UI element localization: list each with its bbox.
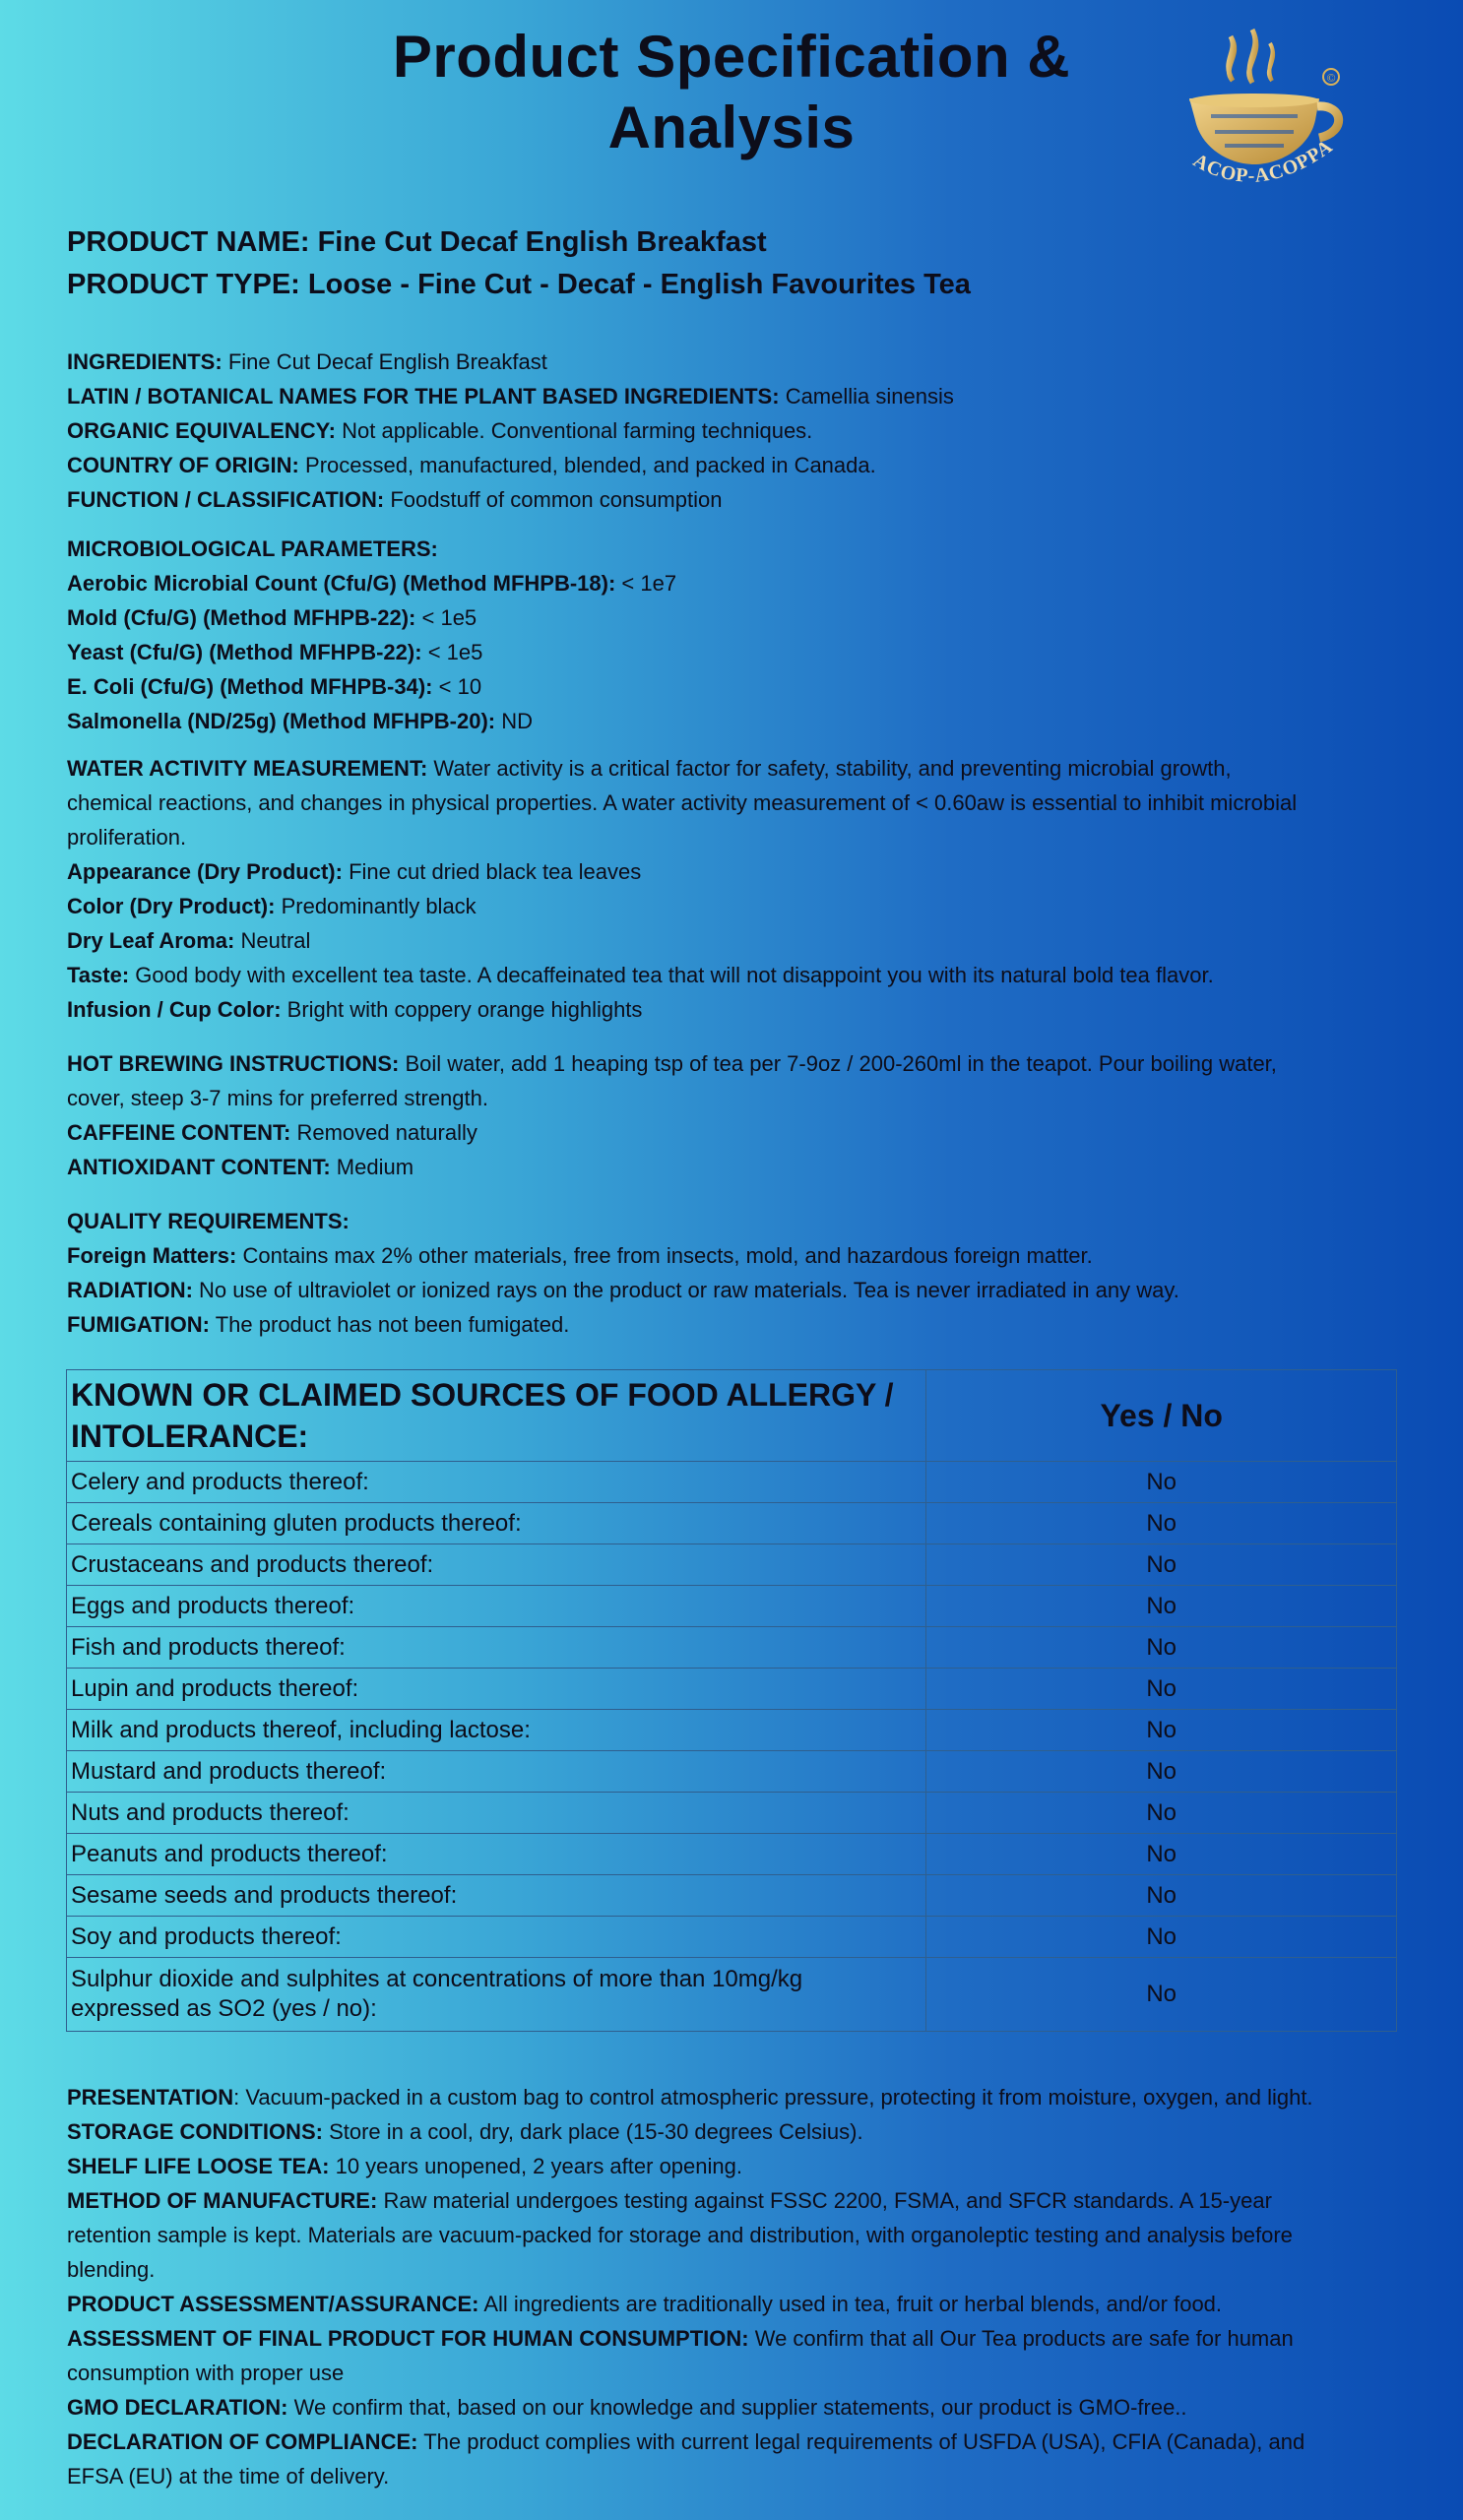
infusion-row: Infusion / Cup Color: Bright with coppery orange highlights <box>67 997 643 1022</box>
final-assessment-cont: consumption with proper use <box>67 2361 345 2385</box>
product-name: PRODUCT NAME: Fine Cut Decaf English Breakfast <box>67 226 767 258</box>
fumigation-row: FUMIGATION: The product has not been fumigated. <box>67 1312 570 1337</box>
micro-heading: MICROBIOLOGICAL PARAMETERS: <box>67 536 438 561</box>
water-activity-cont: proliferation. <box>67 825 187 850</box>
radiation-row: RADIATION: No use of ultraviolet or ionized rays on the product or raw materials. Tea is never irradiated in any way. <box>67 1278 1179 1302</box>
product-heading <box>67 221 1398 306</box>
table-row: Nuts and products thereof: No <box>67 1793 1397 1834</box>
color-row: Color (Dry Product): Predominantly black <box>67 894 477 918</box>
storage-row: STORAGE CONDITIONS: Store in a cool, dry, dark place (15-30 degrees Celsius). <box>67 2119 863 2144</box>
page-title-line2: Analysis <box>607 94 856 160</box>
caffeine-row: CAFFEINE CONTENT: Removed naturally <box>67 1120 477 1145</box>
brewing-row: HOT BREWING INSTRUCTIONS: Boil water, add 1 heaping tsp of tea per 7-9oz / 200-260ml in the teapot. Pour boiling water, <box>67 1051 1277 1076</box>
micro-row: Aerobic Microbial Count (Cfu/G) (Method MFHPB-18): < 1e7 <box>67 571 677 596</box>
gmo-row: GMO DECLARATION: We confirm that, based on our knowledge and supplier statements, our product is GMO-free.. <box>67 2395 1187 2420</box>
micro-row: Mold (Cfu/G) (Method MFHPB-22): < 1e5 <box>67 605 477 630</box>
presentation-row: PRESENTATION: Vacuum-packed in a custom bag to control atmospheric pressure, protecting it from moisture, oxygen, and light. <box>67 2085 1313 2110</box>
taste-row: Taste: Good body with excellent tea taste. A decaffeinated tea that will not disappoint you with its natural bold tea flavor. <box>67 963 1214 987</box>
ingredients-row: INGREDIENTS: Fine Cut Decaf English Breakfast <box>67 349 547 374</box>
table-row: Celery and products thereof: No <box>67 1462 1397 1503</box>
botanical-names-row: LATIN / BOTANICAL NAMES FOR THE PLANT BASED INGREDIENTS: Camellia sinensis <box>67 384 954 409</box>
table-row: Cereals containing gluten products thereof: No <box>67 1503 1397 1544</box>
allergy-header-yes-no: Yes / No <box>926 1370 1397 1462</box>
table-row: Lupin and products thereof: No <box>67 1669 1397 1710</box>
table-row: Soy and products thereof: No <box>67 1917 1397 1958</box>
micro-section <box>67 532 1398 738</box>
page-title-line1: Product Specification & <box>392 24 1071 90</box>
table-row: Crustaceans and products thereof: No <box>67 1544 1397 1586</box>
allergy-table-header <box>67 1370 1397 1462</box>
origin-row: COUNTRY OF ORIGIN: Processed, manufactured, blended, and packed in Canada. <box>67 453 876 477</box>
method-row: METHOD OF MANUFACTURE: Raw material undergoes testing against FSSC 2200, FSMA, and SFCR standards. A 15-year <box>67 2188 1272 2213</box>
organic-row: ORGANIC EQUIVALENCY: Not applicable. Conventional farming techniques. <box>67 418 813 443</box>
compliance-cont: EFSA (EU) at the time of delivery. <box>67 2464 390 2488</box>
table-row: Fish and products thereof: No <box>67 1627 1397 1669</box>
logo-mark: © <box>1326 71 1336 85</box>
quality-heading: QUALITY REQUIREMENTS: <box>67 1209 350 1233</box>
sulphur-item: Sulphur dioxide and sulphites at concentrations of more than 10mg/kg expressed as SO2 (yes / no): <box>67 1958 926 2032</box>
allergy-table <box>66 1369 1397 2032</box>
footer-section <box>67 2080 1398 2493</box>
aroma-row: Dry Leaf Aroma: Neutral <box>67 928 311 953</box>
table-row: Peanuts and products thereof: No <box>67 1834 1397 1875</box>
allergy-header-label: KNOWN OR CLAIMED SOURCES OF FOOD ALLERGY / INTOLERANCE: <box>67 1370 926 1462</box>
tea-cup-logo <box>1172 22 1349 189</box>
table-row: Milk and products thereof, including lactose: No <box>67 1710 1397 1751</box>
micro-row: E. Coli (Cfu/G) (Method MFHPB-34): < 10 <box>67 674 482 699</box>
quality-section <box>67 1204 1398 1342</box>
water-sensory-section <box>67 751 1398 1027</box>
micro-row: Yeast (Cfu/G) (Method MFHPB-22): < 1e5 <box>67 640 483 664</box>
foreign-matters-row: Foreign Matters: Contains max 2% other materials, free from insects, mold, and hazardous foreign matter. <box>67 1243 1093 1268</box>
function-row: FUNCTION / CLASSIFICATION: Foodstuff of common consumption <box>67 487 723 512</box>
micro-row: Salmonella (ND/25g) (Method MFHPB-20): ND <box>67 709 534 733</box>
product-type: PRODUCT TYPE: Loose - Fine Cut - Decaf - English Favourites Tea <box>67 269 971 300</box>
method-cont: retention sample is kept. Materials are vacuum-packed for storage and distribution, with organoleptic testing and analysis before <box>67 2223 1293 2247</box>
table-row: Mustard and products thereof: No <box>67 1751 1397 1793</box>
brewing-section <box>67 1046 1398 1184</box>
final-assessment-row: ASSESSMENT OF FINAL PRODUCT FOR HUMAN CONSUMPTION: We confirm that all Our Tea products are safe for human <box>67 2326 1294 2351</box>
table-row: Sulphur dioxide and sulphites at concentrations of more than 10mg/kg expressed as SO2 (yes / no): No <box>67 1958 1397 2032</box>
general-info <box>67 345 1398 517</box>
brewing-cont: cover, steep 3-7 mins for preferred strength. <box>67 1086 488 1110</box>
logo-text: ACOP-ACOPPA <box>1189 135 1338 187</box>
assessment-row: PRODUCT ASSESSMENT/ASSURANCE: All ingredients are traditionally used in tea, fruit or herbal blends, and/or food. <box>67 2292 1223 2316</box>
compliance-row: DECLARATION OF COMPLIANCE: The product complies with current legal requirements of USFDA (USA), CFIA (Canada), and <box>67 2429 1305 2454</box>
appearance-row: Appearance (Dry Product): Fine cut dried black tea leaves <box>67 859 642 884</box>
table-row: Eggs and products thereof: No <box>67 1586 1397 1627</box>
shelf-life-row: SHELF LIFE LOOSE TEA: 10 years unopened, 2 years after opening. <box>67 2154 742 2178</box>
water-activity-cont: chemical reactions, and changes in physical properties. A water activity measurement of < 0.60aw is essential to inhibit microbial <box>67 790 1298 815</box>
method-cont: blending. <box>67 2257 156 2282</box>
antioxidant-row: ANTIOXIDANT CONTENT: Medium <box>67 1155 414 1179</box>
table-row: Sesame seeds and products thereof: No <box>67 1875 1397 1917</box>
water-activity-row: WATER ACTIVITY MEASUREMENT: Water activity is a critical factor for safety, stability, and preventing microbial growth, <box>67 756 1232 781</box>
